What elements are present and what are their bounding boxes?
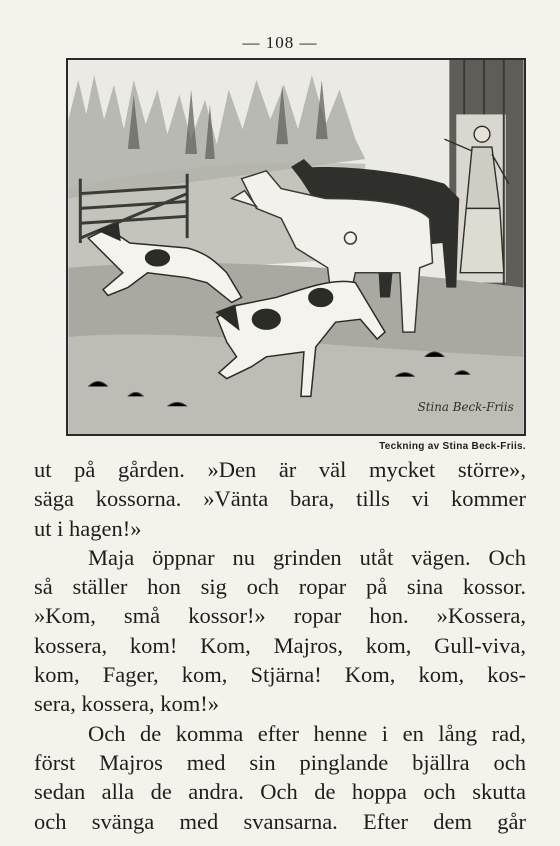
text-line: sera, kossera, kom!» (34, 691, 219, 717)
text-line: kossera, kom! Kom, Majros, kom, Gull-viva, (34, 632, 526, 658)
illustration-caption: Teckning av Stina Beck-Friis. (379, 441, 526, 452)
text-line: ut i hagen!» (34, 515, 142, 541)
text-line: så ställer hon sig och ropar på sina kossor. (34, 574, 526, 600)
body-text (34, 455, 526, 836)
text-line: »Kom, små kossor!» ropar hon. »Kossera, (34, 603, 526, 629)
artist-signature: Stina Beck-Friis (417, 400, 514, 415)
text-line: sedan alla de andra. Och de hoppa och skutta (34, 779, 526, 805)
text-line: Och de komma efter henne i en lång rad, (88, 720, 526, 746)
text-line: säga kossorna. »Vänta bara, tills vi kommer (34, 486, 526, 512)
text-line: först Majros med sin pinglande bjällra och (34, 749, 526, 775)
page-number: — 108 — (242, 33, 318, 52)
text-line: kom, Fager, kom, Stjärna! Kom, kom, kos- (34, 662, 526, 688)
text-line: Maja öppnar nu grinden utåt vägen. Och (88, 544, 526, 570)
text-line: och svänga med svansarna. Efter dem går (34, 808, 526, 834)
illustration-cows-and-calves (66, 58, 526, 436)
text-line: ut på gården. »Den är väl mycket större», (34, 457, 526, 482)
